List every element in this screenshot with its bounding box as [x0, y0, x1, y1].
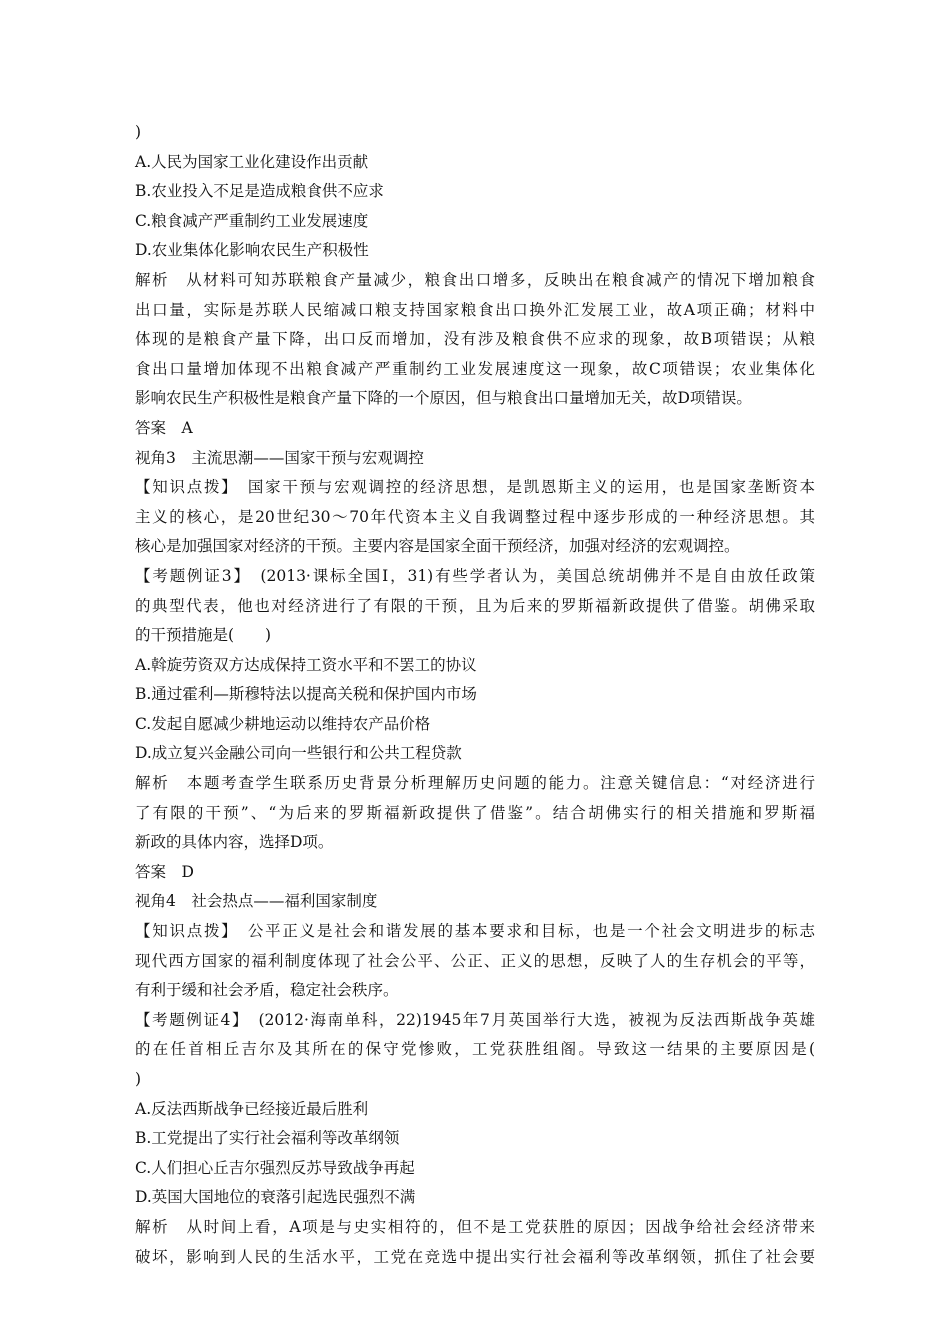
knowledge-tip-line: 有利于缓和社会矛盾，稳定社会秩序。: [135, 981, 399, 1000]
option-c: C.人们担心丘吉尔强烈反苏导致战争再起: [135, 1158, 415, 1177]
example-question-line: 【考题例证3】 (2013·课标全国Ⅰ，31)有些学者认为，美国总统胡佛并不是自由放任政策: [135, 566, 815, 585]
analysis-line: 出口量，实际是苏联人民缩减口粮支持国家粮食出口换外汇发展工业，故A项正确；材料中: [135, 300, 815, 319]
option-d: D.英国大国地位的衰落引起选民强烈不满: [135, 1188, 416, 1207]
document-page: [135, 118, 815, 1272]
section-heading: 视角4 社会热点——福利国家制度: [135, 892, 378, 911]
example-question-line: 的在任首相丘吉尔及其所在的保守党惨败，工党获胜组阁。导致这一结果的主要原因是(: [135, 1040, 815, 1059]
option-d: D.成立复兴金融公司向一些银行和公共工程贷款: [135, 744, 462, 763]
knowledge-tip-line: 核心是加强国家对经济的干预。主要内容是国家全面干预经济，加强对经济的宏观调控。: [135, 537, 740, 556]
option-a: A.斡旋劳资双方达成保持工资水平和不罢工的协议: [135, 655, 477, 674]
example-question-line: ): [135, 1070, 142, 1088]
option-b: B.工党提出了实行社会福利等改革纲领: [135, 1129, 400, 1148]
answer-line: 答案 A: [135, 418, 193, 437]
analysis-line: 新政的具体内容，选择D项。: [135, 833, 334, 852]
answer-line: 答案 D: [135, 862, 194, 881]
analysis-line: 解析 从材料可知苏联粮食产量减少，粮食出口增多，反映出在粮食减产的情况下增加粮食: [135, 270, 815, 289]
analysis-line: 体现的是粮食产量下降，出口反而增加，没有涉及粮食供不应求的现象，故B项错误；从粮: [135, 330, 815, 349]
example-question-line: 的典型代表，他也对经济进行了有限的干预，且为后来的罗斯福新政提供了借鉴。胡佛采取: [135, 596, 815, 615]
analysis-line: 解析 本题考查学生联系历史背景分析理解历史问题的能力。注意关键信息：“对经济进行: [135, 774, 815, 793]
analysis-line: 影响农民生产积极性是粮食产量下降的一个原因，但与粮食出口量增加无关，故D项错误。: [135, 389, 752, 408]
analysis-line: 食出口量增加体现不出粮食减产严重制约工业发展速度这一现象，故C项错误；农业集体化: [135, 359, 815, 378]
option-a: A.人民为国家工业化建设作出贡献: [135, 152, 369, 171]
option-c: C.发起自愿减少耕地运动以维持农产品价格: [135, 714, 431, 733]
option-a: A.反法西斯战争已经接近最后胜利: [135, 1099, 369, 1118]
analysis-line: 了有限的干预”、“为后来的罗斯福新政提供了借鉴”。结合胡佛实行的相关措施和罗斯福: [135, 803, 815, 822]
knowledge-tip-line: 【知识点拨】 公平正义是社会和谐发展的基本要求和目标，也是一个社会文明进步的标志: [135, 922, 815, 941]
option-b: B.农业投入不足是造成粮食供不应求: [135, 182, 384, 201]
knowledge-tip-line: 主义的核心，是20世纪30～70年代资本主义自我调整过程中逐步形成的一种经济思想。其: [135, 507, 815, 526]
analysis-line: 破坏，影响到人民的生活水平，工党在竞选中提出实行社会福利等改革纲领，抓住了社会要: [135, 1247, 815, 1266]
section-heading: 视角3 主流思潮——国家干预与宏观调控: [135, 448, 424, 467]
text-line: ): [135, 123, 142, 141]
example-question-line: 的干预措施是( ): [135, 626, 272, 645]
example-question-line: 【考题例证4】 (2012·海南单科，22)1945年7月英国举行大选，被视为反法西斯战争英雄: [135, 1010, 815, 1029]
knowledge-tip-line: 【知识点拨】 国家干预与宏观调控的经济思想，是凯恩斯主义的运用，也是国家垄断资本: [135, 478, 815, 497]
option-c: C.粮食减产严重制约工业发展速度: [135, 211, 369, 230]
analysis-line: 解析 从时间上看，A项是与史实相符的，但不是工党获胜的原因；因战争给社会经济带来: [135, 1217, 815, 1236]
knowledge-tip-line: 现代西方国家的福利制度体现了社会公平、公正、正义的思想，反映了人的生存机会的平等，: [135, 951, 815, 970]
option-b: B.通过霍利—斯穆特法以提高关税和保护国内市场: [135, 685, 477, 704]
option-d: D.农业集体化影响农民生产积极性: [135, 241, 369, 260]
